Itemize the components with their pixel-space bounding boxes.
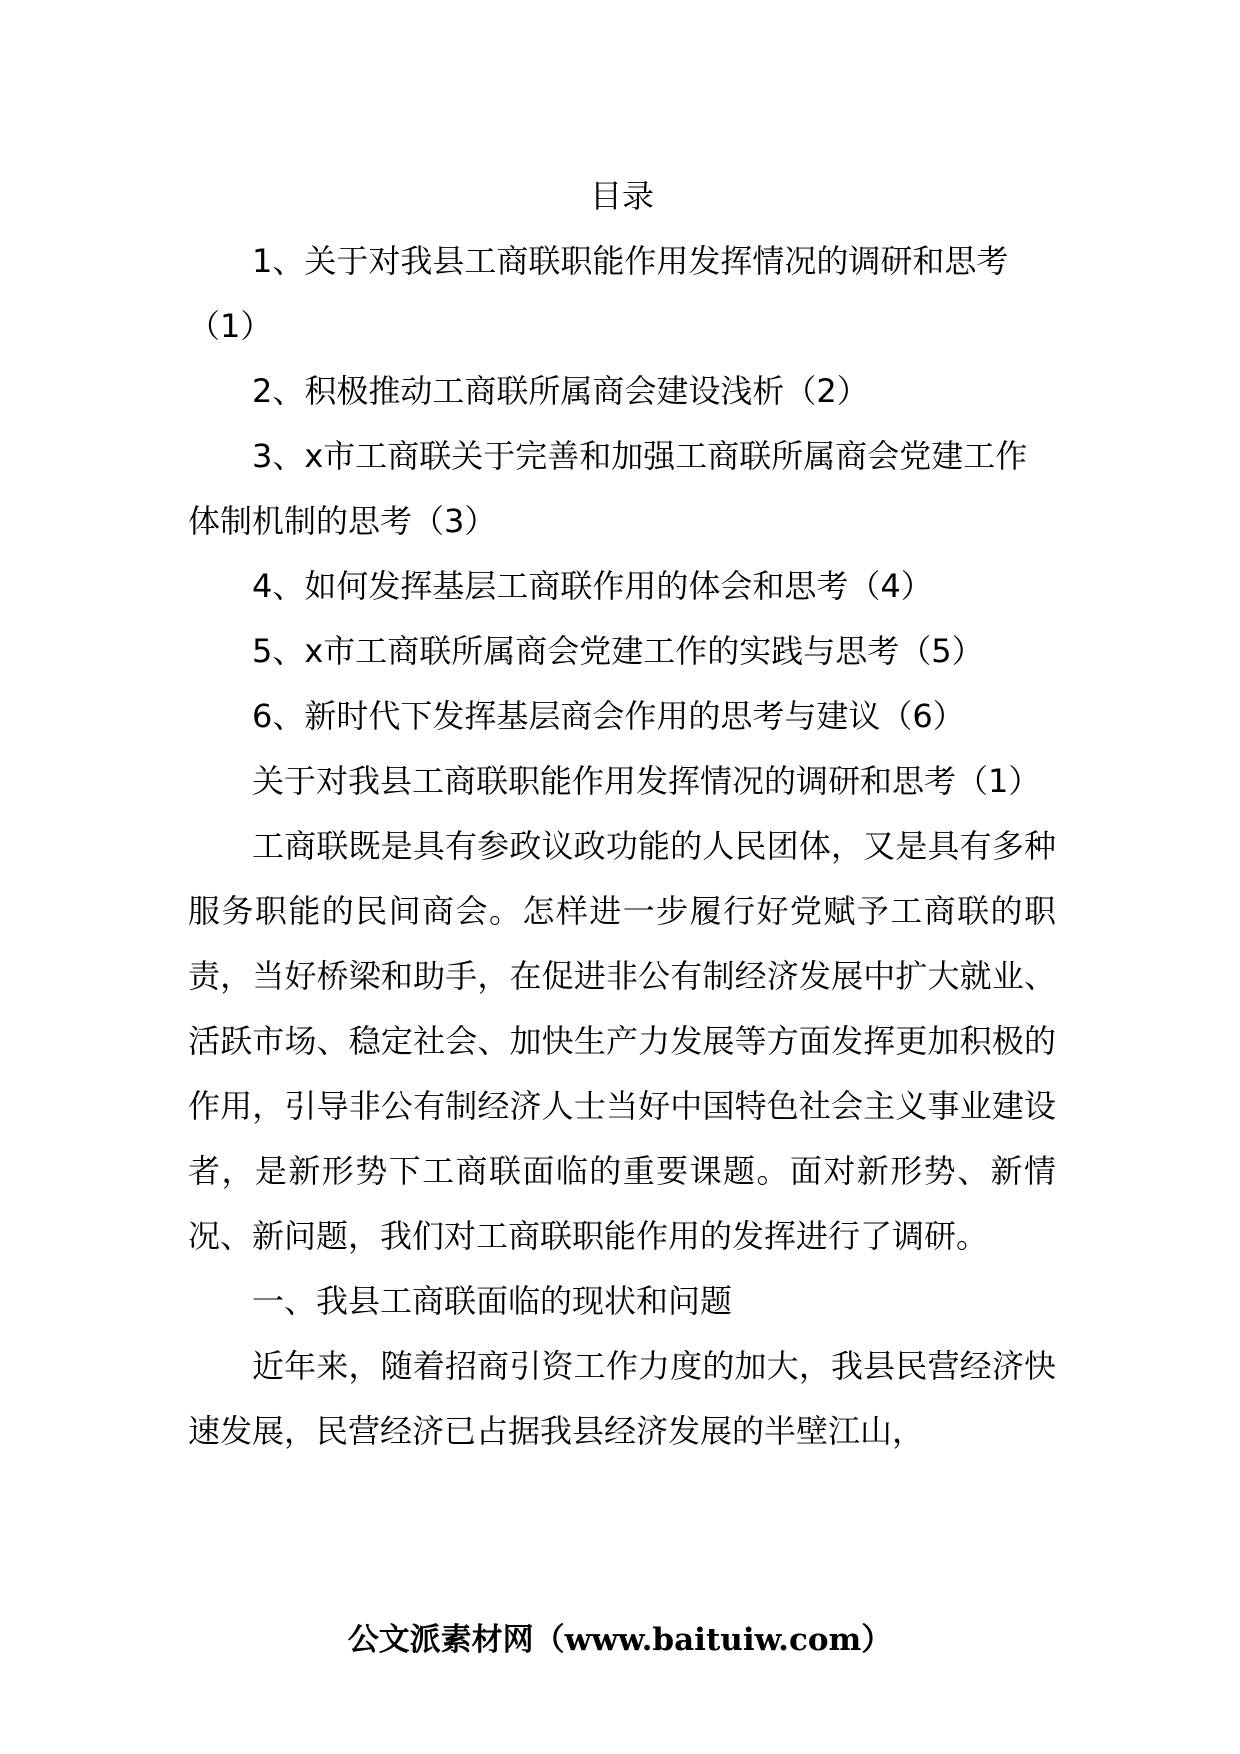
toc-entry: 6、新时代下发挥基层商会作用的思考与建议（6） xyxy=(252,697,965,735)
table-of-contents xyxy=(188,229,1056,749)
toc-entry: 2、积极推动工商联所属商会建设浅析（2） xyxy=(252,372,869,410)
toc-title: 目录 xyxy=(589,177,654,215)
body-paragraph: 工商联既是具有参政议政功能的人民团体，又是具有多种服务职能的民间商会。怎样进一步履行好党赋予工商联的职责，当好桥梁和助手，在促进非公有制经济发展中扩大就业、活跃市场、稳定社会、加快生产力发展等方面发挥更加积极的作用，引导非公有制经济人士当好中国特色社会主义事业建设者，是新形势下工商联面临的重要课题。面对新形势、新情况、新问题，我们对工商联职能作用的发挥进行了调研。 xyxy=(188,827,1056,1255)
toc-entry: 4、如何发挥基层工商联作用的体会和思考（4） xyxy=(252,567,933,605)
document-body xyxy=(188,164,1056,1464)
article-title: 关于对我县工商联职能作用发挥情况的调研和思考（1） xyxy=(252,762,1041,800)
body-paragraph: 近年来，随着招商引资工作力度的加大，我县民营经济快速发展，民营经济已占据我县经济发展的半壁江山， xyxy=(188,1347,1056,1450)
section-heading: 一、我县工商联面临的现状和问题 xyxy=(252,1282,733,1320)
toc-entry: 5、x市工商联所属商会党建工作的实践与思考（5） xyxy=(252,632,984,670)
toc-entry: 1、关于对我县工商联职能作用发挥情况的调研和思考（1） xyxy=(188,242,1009,345)
toc-entry: 3、x市工商联关于完善和加强工商联所属商会党建工作体制机制的思考（3） xyxy=(188,437,1028,540)
footer-watermark: 公文派素材网（www.baituiw.com） xyxy=(347,1622,893,1658)
